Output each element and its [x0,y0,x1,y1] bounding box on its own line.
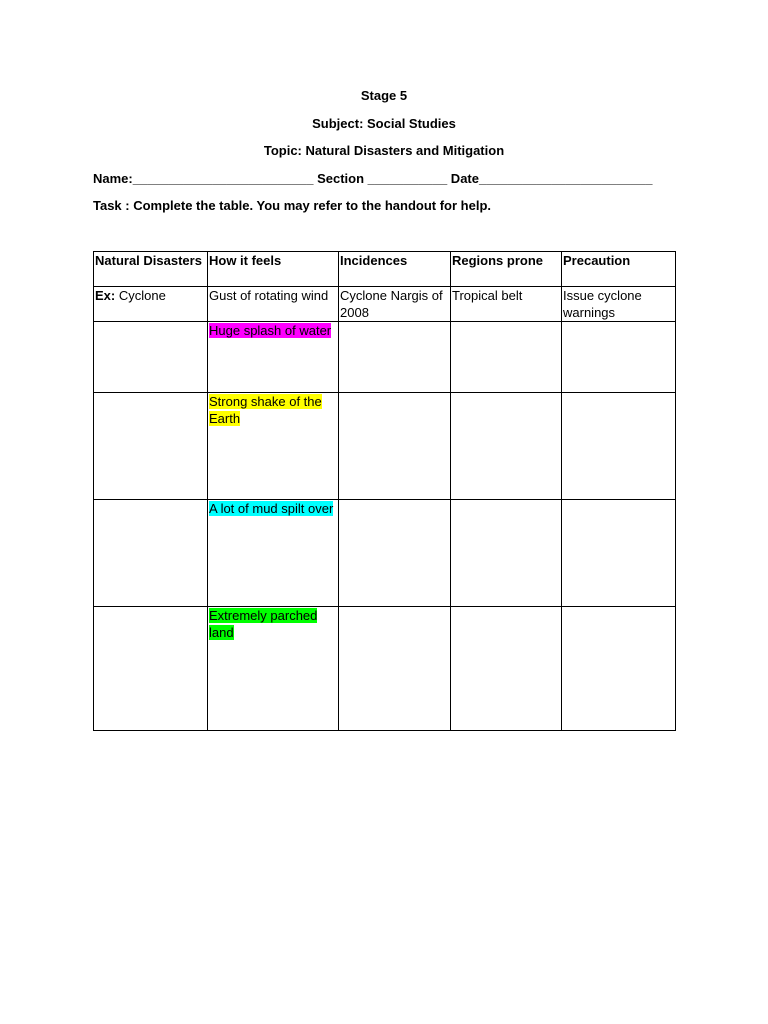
regions-cell[interactable] [451,500,562,607]
student-info-line: Name:_________________________ Section ___________ Date________________________ [93,171,653,186]
disaster-cell[interactable] [94,322,208,393]
example-incidences-cell: Cyclone Nargis of 2008 [339,287,451,322]
disaster-cell[interactable] [94,500,208,607]
incidences-cell[interactable] [339,500,451,607]
disasters-table [93,251,676,731]
table-row [94,500,676,607]
table-header-row [94,252,676,287]
precaution-cell[interactable] [562,500,676,607]
table-row [94,393,676,500]
example-disaster: Cyclone [115,288,166,303]
incidences-cell[interactable] [339,322,451,393]
disaster-cell[interactable] [94,393,208,500]
feels-cell [208,500,339,607]
example-disaster-cell [94,287,208,322]
highlighted-clue: Huge splash of water [209,323,332,338]
header-precaution: Precaution [562,252,676,287]
header-how-it-feels: How it feels [208,252,339,287]
table-row [94,322,676,393]
highlighted-clue: Extremely parched land [209,608,318,640]
disaster-cell[interactable] [94,607,208,731]
subject-label: Subject: Social Studies [312,116,456,131]
precaution-cell[interactable] [562,393,676,500]
header-natural-disasters: Natural Disasters [94,252,208,287]
feels-cell [208,393,339,500]
task-instruction: Task : Complete the table. You may refer to the handout for help. [93,198,491,213]
regions-cell[interactable] [451,607,562,731]
highlighted-clue: A lot of mud spilt over [209,501,334,516]
incidences-cell[interactable] [339,607,451,731]
incidences-cell[interactable] [339,393,451,500]
stage-label: Stage 5 [360,88,408,103]
header-regions-prone: Regions prone [451,252,562,287]
example-regions-cell: Tropical belt [451,287,562,322]
feels-cell [208,607,339,731]
highlighted-clue: Strong shake of the Earth [209,394,322,426]
feels-cell [208,322,339,393]
topic-label: Topic: Natural Disasters and Mitigation [263,143,505,158]
header-incidences: Incidences [339,252,451,287]
regions-cell[interactable] [451,393,562,500]
table-row [94,607,676,731]
precaution-cell[interactable] [562,607,676,731]
precaution-cell[interactable] [562,322,676,393]
example-feels-cell: Gust of rotating wind [208,287,339,322]
example-precaution-cell: Issue cyclone warnings [562,287,676,322]
table-row-example [94,287,676,322]
regions-cell[interactable] [451,322,562,393]
example-prefix: Ex: [95,288,116,303]
